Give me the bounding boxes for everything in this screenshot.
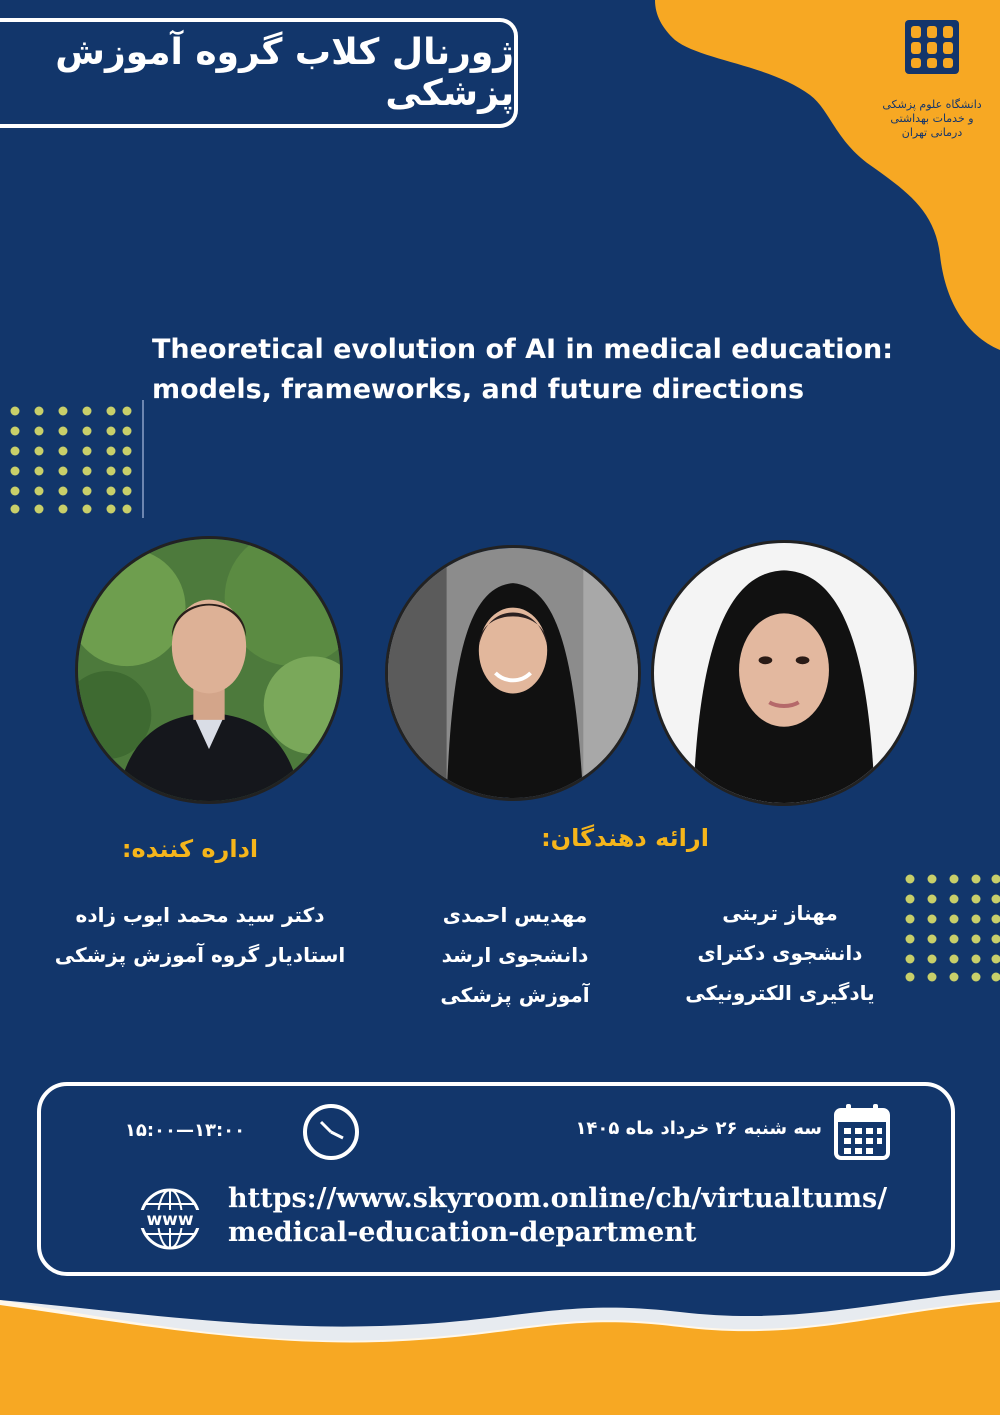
presenter-info-ahmadi	[420, 895, 610, 1015]
page-title: ژورنال کلاب گروه آموزش پزشکی	[55, 32, 514, 114]
event-url-line2[interactable]: medical-education-department	[228, 1217, 697, 1248]
event-url[interactable]	[228, 1182, 928, 1250]
presenter-field: آموزش پزشکی	[440, 983, 590, 1007]
presenter-role: دانشجوی دکترای	[697, 941, 863, 965]
university-emblem-icon	[878, 18, 986, 98]
clock-icon	[301, 1102, 361, 1162]
presenter-info-torbati	[670, 893, 890, 1013]
presenters-heading: ارائه دهندگان:	[541, 824, 709, 852]
presenter-photo-ahmadi	[385, 545, 641, 801]
calendar-icon	[832, 1102, 892, 1162]
moderator-photo	[75, 536, 343, 804]
talk-title-line1: Theoretical evolution of AI in medical education:	[152, 334, 894, 365]
moderator-role: استادیار گروه آموزش پزشکی	[54, 943, 346, 967]
event-time: ۱۳:۰۰—۱۵:۰۰	[124, 1120, 246, 1141]
title-box	[0, 18, 518, 128]
moderator-name: دکتر سید محمد ایوب زاده	[75, 903, 325, 927]
logo-text-line1: دانشگاه علوم پزشکی	[882, 98, 982, 111]
moderator-info	[40, 895, 360, 975]
presenter-photo-torbati	[651, 540, 917, 806]
presenter-name: مهدیس احمدی	[442, 903, 588, 927]
event-date: سه شنبه ۲۶ خرداد ماه ۱۴۰۵	[575, 1118, 822, 1139]
presenter-name: مهناز تربتی	[722, 901, 838, 925]
dot-grid-right	[906, 875, 1000, 982]
logo-text-line2: و خدمات بهداشتی درمانی تهران	[890, 112, 974, 139]
presenter-field: یادگیری الکترونیکی	[685, 981, 875, 1005]
www-label: www	[146, 1210, 194, 1230]
dot-grid-left	[11, 407, 132, 514]
talk-title	[152, 330, 932, 410]
event-url-line1[interactable]: https://www.skyroom.online/ch/virtualtums/	[228, 1183, 888, 1214]
university-logo	[878, 18, 986, 148]
talk-title-line2: models, frameworks, and future directions	[152, 374, 805, 405]
divider-line	[142, 400, 144, 518]
presenter-role: دانشجوی ارشد	[441, 943, 589, 967]
moderator-heading: اداره کننده:	[121, 835, 259, 863]
globe-www-icon	[134, 1186, 206, 1252]
